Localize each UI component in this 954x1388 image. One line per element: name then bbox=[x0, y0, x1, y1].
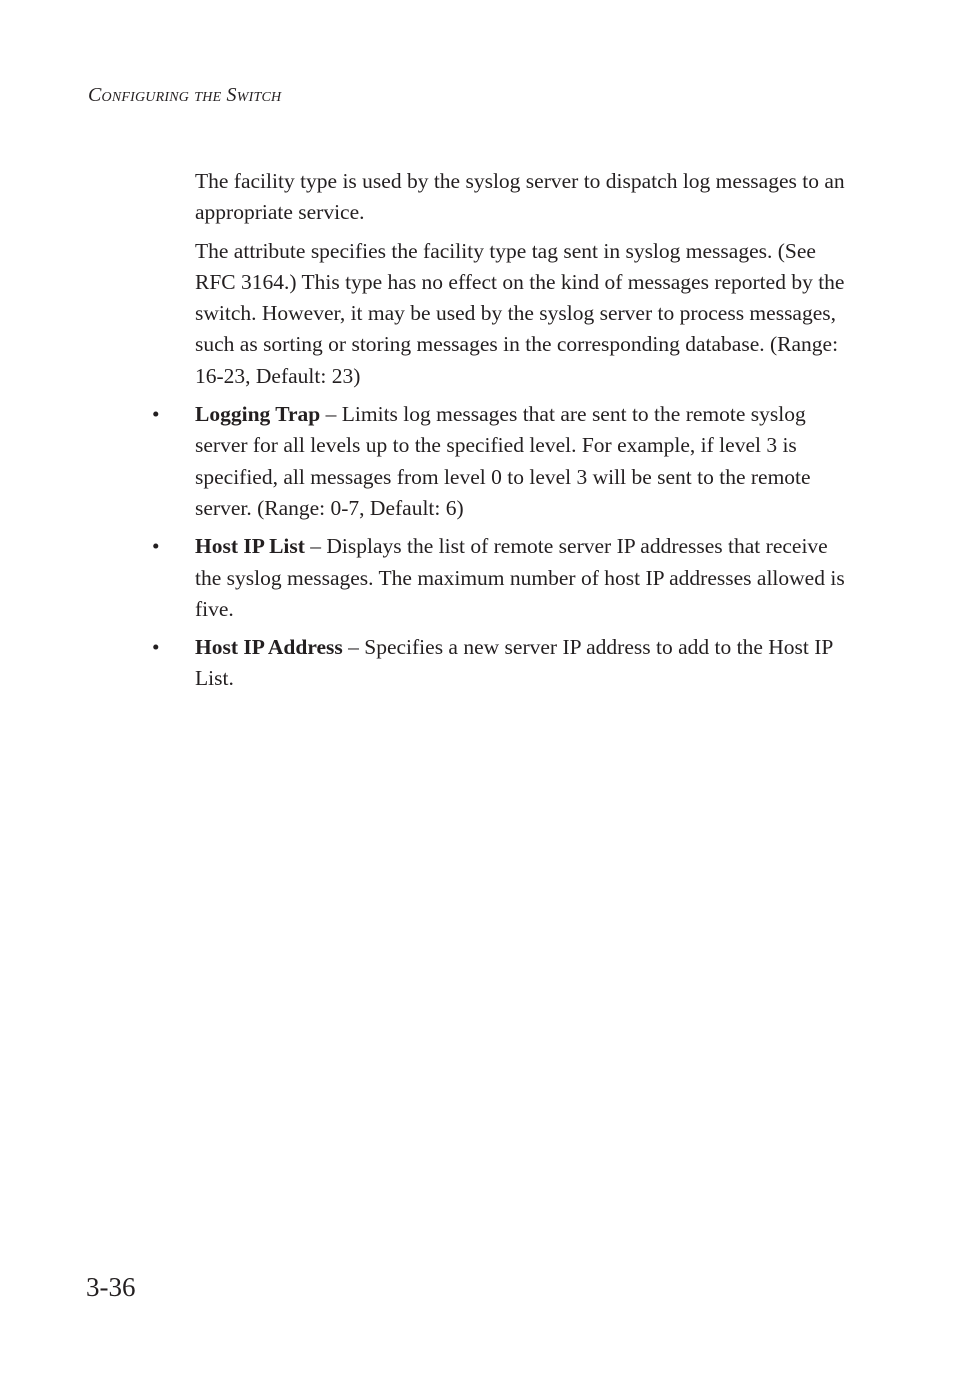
bullet-icon: • bbox=[152, 534, 160, 559]
paragraph-facility-attribute: The attribute specifies the facility type tag sent in syslog messages. (See RFC 3164.) This type has no effect on the kind of messages reported by the switch. However, it may be used by the syslog server to process messages, such as sorting or storing messages in the corresponding database. (Range: 16-23, Default: 23) bbox=[195, 238, 845, 388]
list-item-host-ip-address bbox=[152, 632, 845, 695]
page-number: 3-36 bbox=[86, 1272, 136, 1302]
paragraph-facility-dispatch: The facility type is used by the syslog server to dispatch log messages to an appropriate service. bbox=[195, 169, 845, 225]
description-logging-trap: – Limits log messages that are sent to the remote syslog server for all levels up to the specified level. For example, if level 3 is specified, all messages from level 0 to level 3 will be sent to the remote server. (Range: 0-7, Default: 6) bbox=[195, 402, 811, 520]
bullet-icon: • bbox=[152, 402, 160, 427]
list-item-host-ip-list bbox=[152, 531, 845, 625]
term-logging-trap: Logging Trap bbox=[195, 402, 321, 427]
body-text bbox=[152, 166, 845, 702]
bullet-icon: • bbox=[152, 635, 160, 660]
term-host-ip-list: Host IP List bbox=[195, 534, 305, 559]
term-host-ip-address: Host IP Address bbox=[195, 635, 343, 660]
running-header: Configuring the Switch bbox=[88, 84, 282, 106]
list-item-logging-trap bbox=[152, 399, 845, 524]
description-host-ip-list: – Displays the list of remote server IP addresses that receive the syslog messages. The maximum number of host IP addresses allowed is five. bbox=[195, 534, 845, 621]
description-host-ip-address: – Specifies a new server IP address to add to the Host IP List. bbox=[195, 635, 833, 691]
